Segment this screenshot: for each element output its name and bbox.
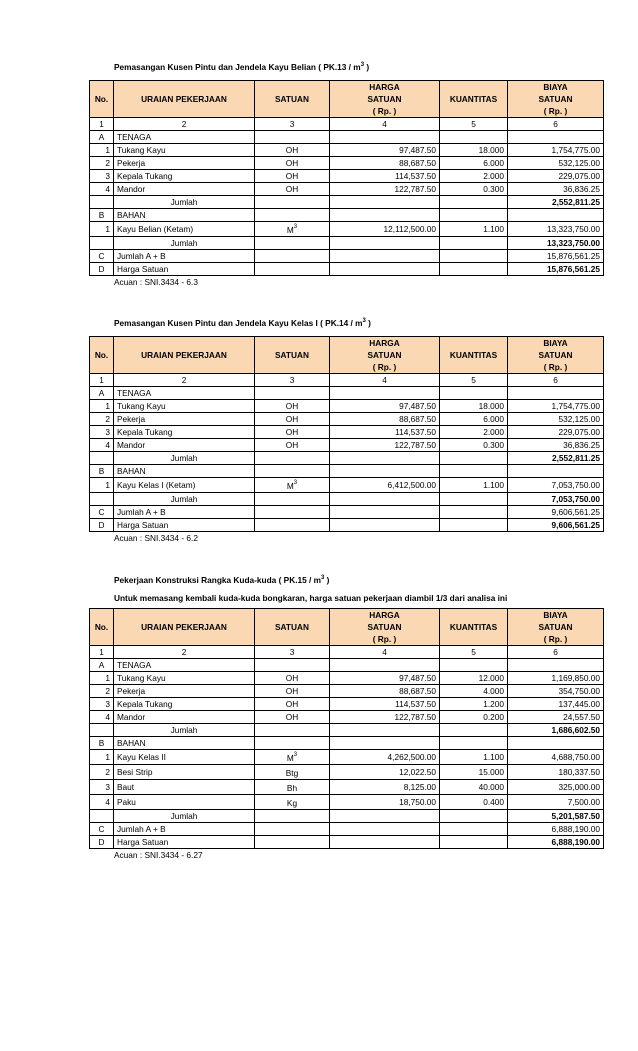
row-unit: OH bbox=[255, 170, 330, 183]
bahan-total: 5,201,587.50 bbox=[508, 810, 604, 823]
row-cost: 325,000.00 bbox=[508, 780, 604, 795]
group-letter: B bbox=[90, 465, 114, 478]
header-biaya-2: SATUAN bbox=[508, 93, 604, 105]
column-number: 1 bbox=[90, 118, 114, 131]
group-letter: C bbox=[90, 506, 114, 519]
header-biaya-2: SATUAN bbox=[508, 349, 604, 361]
column-number: 1 bbox=[90, 374, 114, 387]
column-number: 3 bbox=[255, 374, 330, 387]
column-number: 3 bbox=[255, 118, 330, 131]
row-qty: 1.100 bbox=[440, 222, 508, 237]
header-harga-3: ( Rp. ) bbox=[330, 105, 440, 118]
row-name: Pekerja bbox=[114, 685, 255, 698]
row-qty: 1.100 bbox=[440, 750, 508, 765]
row-cost: 354,750.00 bbox=[508, 685, 604, 698]
group-letter: D bbox=[90, 836, 114, 849]
row-cost: 36,836.25 bbox=[508, 183, 604, 196]
row-unit: $M^3$ bbox=[255, 222, 330, 237]
header-biaya-1: BIAYA bbox=[508, 609, 604, 622]
row-cost: 7,500.00 bbox=[508, 795, 604, 810]
group-label: BAHAN bbox=[114, 465, 255, 478]
header-harga-3: ( Rp. ) bbox=[330, 361, 440, 374]
jumlah-label: Jumlah bbox=[114, 810, 255, 823]
row-no: 3 bbox=[90, 426, 114, 439]
row-cost: 24,557.50 bbox=[508, 711, 604, 724]
row-price: 4,262,500.00 bbox=[330, 750, 440, 765]
row-no: 2 bbox=[90, 413, 114, 426]
header-harga-3: ( Rp. ) bbox=[330, 633, 440, 646]
column-number: 2 bbox=[114, 646, 255, 659]
row-unit: OH bbox=[255, 426, 330, 439]
row-price: 114,537.50 bbox=[330, 426, 440, 439]
row-qty: 6.000 bbox=[440, 157, 508, 170]
header-harga-2: SATUAN bbox=[330, 93, 440, 105]
row-cost: 1,754,775.00 bbox=[508, 144, 604, 157]
row-price: 12,112,500.00 bbox=[330, 222, 440, 237]
unit-price-label: Harga Satuan bbox=[114, 836, 255, 849]
column-number: 3 bbox=[255, 646, 330, 659]
row-cost: 532,125.00 bbox=[508, 157, 604, 170]
tenaga-total: 2,552,811.25 bbox=[508, 196, 604, 209]
column-number: 4 bbox=[330, 646, 440, 659]
table-row bbox=[90, 413, 604, 426]
section-title: Pekerjaan Konstruksi Rangka Kuda-kuda ( $PK.15 / m^3$ ) bbox=[114, 575, 330, 585]
row-qty: 15.000 bbox=[440, 765, 508, 780]
table-row bbox=[90, 685, 604, 698]
row-name: Mandor bbox=[114, 439, 255, 452]
row-no: 4 bbox=[90, 711, 114, 724]
bahan-total: 7,053,750.00 bbox=[508, 493, 604, 506]
table-row bbox=[90, 183, 604, 196]
row-price: 97,487.50 bbox=[330, 144, 440, 157]
row-name: Kayu Kelas I (Ketam) bbox=[114, 478, 255, 493]
table-row bbox=[90, 672, 604, 685]
group-label: TENAGA bbox=[114, 131, 255, 144]
group-letter: B bbox=[90, 737, 114, 750]
header-harga-1: HARGA bbox=[330, 609, 440, 622]
header-kuantitas: KUANTITAS bbox=[440, 337, 508, 374]
row-qty: 0.300 bbox=[440, 439, 508, 452]
table-row bbox=[90, 400, 604, 413]
section-title: Pemasangan Kusen Pintu dan Jendela Kayu Kelas I ( $PK.14 / m^3$ ) bbox=[114, 318, 371, 328]
row-price: 122,787.50 bbox=[330, 711, 440, 724]
group-label: BAHAN bbox=[114, 209, 255, 222]
row-no: 1 bbox=[90, 672, 114, 685]
row-unit: OH bbox=[255, 439, 330, 452]
row-cost: 13,323,750.00 bbox=[508, 222, 604, 237]
header-kuantitas: KUANTITAS bbox=[440, 81, 508, 118]
row-no: 2 bbox=[90, 157, 114, 170]
row-price: 88,687.50 bbox=[330, 413, 440, 426]
row-unit: Bh bbox=[255, 780, 330, 795]
section-subtitle: Untuk memasang kembali kuda-kuda bongkaran, harga satuan pekerjaan diambil 1/3 dari analisa ini bbox=[114, 593, 508, 603]
row-qty: 12.000 bbox=[440, 672, 508, 685]
group-letter: A bbox=[90, 387, 114, 400]
row-name: Tukang Kayu bbox=[114, 400, 255, 413]
header-kuantitas: KUANTITAS bbox=[440, 609, 508, 646]
row-qty: 1.100 bbox=[440, 478, 508, 493]
bahan-total: 13,323,750.00 bbox=[508, 237, 604, 250]
column-number: 5 bbox=[440, 646, 508, 659]
row-no: 1 bbox=[90, 222, 114, 237]
table-row bbox=[90, 170, 604, 183]
header-no: No. bbox=[90, 609, 114, 646]
table-row bbox=[90, 426, 604, 439]
row-qty: 0.300 bbox=[440, 183, 508, 196]
row-cost: 229,075.00 bbox=[508, 426, 604, 439]
header-no: No. bbox=[90, 337, 114, 374]
row-no: 2 bbox=[90, 685, 114, 698]
table-row bbox=[90, 157, 604, 170]
group-letter: D bbox=[90, 263, 114, 276]
row-cost: 1,169,850.00 bbox=[508, 672, 604, 685]
row-unit: OH bbox=[255, 698, 330, 711]
row-unit: Btg bbox=[255, 765, 330, 780]
table-row bbox=[90, 698, 604, 711]
header-harga-1: HARGA bbox=[330, 337, 440, 350]
row-no: 1 bbox=[90, 400, 114, 413]
group-letter: B bbox=[90, 209, 114, 222]
header-no: No. bbox=[90, 81, 114, 118]
header-harga-1: HARGA bbox=[330, 81, 440, 94]
header-harga-2: SATUAN bbox=[330, 349, 440, 361]
row-name: Tukang Kayu bbox=[114, 672, 255, 685]
analysis-table bbox=[89, 336, 604, 532]
header-biaya-1: BIAYA bbox=[508, 337, 604, 350]
unit-price-value: 15,876,561.25 bbox=[508, 263, 604, 276]
row-cost: 180,337.50 bbox=[508, 765, 604, 780]
column-number: 1 bbox=[90, 646, 114, 659]
row-no: 1 bbox=[90, 144, 114, 157]
jumlah-label: Jumlah bbox=[114, 724, 255, 737]
header-biaya-2: SATUAN bbox=[508, 621, 604, 633]
row-no: 3 bbox=[90, 698, 114, 711]
header-uraian: URAIAN PEKERJAAN bbox=[114, 609, 255, 646]
table-row bbox=[90, 765, 604, 780]
row-cost: 137,445.00 bbox=[508, 698, 604, 711]
row-unit: OH bbox=[255, 711, 330, 724]
unit-price-label: Harga Satuan bbox=[114, 519, 255, 532]
reference-note: Acuan : SNI.3434 - 6.3 bbox=[114, 277, 198, 287]
row-price: 8,125.00 bbox=[330, 780, 440, 795]
row-cost: 36,836.25 bbox=[508, 439, 604, 452]
analysis-table bbox=[89, 80, 604, 276]
header-biaya-3: ( Rp. ) bbox=[508, 105, 604, 118]
table-row bbox=[90, 144, 604, 157]
header-satuan: SATUAN bbox=[255, 337, 330, 374]
header-uraian: URAIAN PEKERJAAN bbox=[114, 81, 255, 118]
jumlah-label: Jumlah bbox=[114, 452, 255, 465]
row-name: Pekerja bbox=[114, 413, 255, 426]
row-name: Kepala Tukang bbox=[114, 698, 255, 711]
unit-price-value: 9,606,561.25 bbox=[508, 519, 604, 532]
row-name: Pekerja bbox=[114, 157, 255, 170]
row-unit: OH bbox=[255, 400, 330, 413]
section-title: Pemasangan Kusen Pintu dan Jendela Kayu Belian ( $PK.13 / m^3$ ) bbox=[114, 62, 370, 72]
row-cost: 532,125.00 bbox=[508, 413, 604, 426]
sum-label: Jumlah A + B bbox=[114, 506, 255, 519]
row-price: 18,750.00 bbox=[330, 795, 440, 810]
column-number: 4 bbox=[330, 374, 440, 387]
reference-note: Acuan : SNI.3434 - 6.27 bbox=[114, 850, 203, 860]
row-qty: 2.000 bbox=[440, 170, 508, 183]
row-price: 122,787.50 bbox=[330, 183, 440, 196]
row-unit: OH bbox=[255, 413, 330, 426]
row-no: 1 bbox=[90, 478, 114, 493]
row-unit: OH bbox=[255, 144, 330, 157]
row-price: 6,412,500.00 bbox=[330, 478, 440, 493]
unit-price-value: 6,888,190.00 bbox=[508, 836, 604, 849]
row-price: 12,022.50 bbox=[330, 765, 440, 780]
table-row bbox=[90, 780, 604, 795]
jumlah-label: Jumlah bbox=[114, 237, 255, 250]
column-number: 5 bbox=[440, 118, 508, 131]
row-no: 4 bbox=[90, 183, 114, 196]
row-qty: 0.400 bbox=[440, 795, 508, 810]
row-unit: $M^3$ bbox=[255, 478, 330, 493]
table-row bbox=[90, 750, 604, 765]
row-qty: 18.000 bbox=[440, 400, 508, 413]
row-name: Kepala Tukang bbox=[114, 170, 255, 183]
sum-value: 15,876,561.25 bbox=[508, 250, 604, 263]
row-name: Baut bbox=[114, 780, 255, 795]
reference-note: Acuan : SNI.3434 - 6.2 bbox=[114, 533, 198, 543]
tenaga-total: 1,686,602.50 bbox=[508, 724, 604, 737]
table-row bbox=[90, 439, 604, 452]
group-label: TENAGA bbox=[114, 659, 255, 672]
row-unit: OH bbox=[255, 685, 330, 698]
header-satuan: SATUAN bbox=[255, 81, 330, 118]
table-row bbox=[90, 711, 604, 724]
table-row bbox=[90, 222, 604, 237]
row-name: Kayu Kelas II bbox=[114, 750, 255, 765]
row-price: 122,787.50 bbox=[330, 439, 440, 452]
row-qty: 18.000 bbox=[440, 144, 508, 157]
header-biaya-3: ( Rp. ) bbox=[508, 361, 604, 374]
row-unit: OH bbox=[255, 183, 330, 196]
row-cost: 1,754,775.00 bbox=[508, 400, 604, 413]
row-price: 97,487.50 bbox=[330, 672, 440, 685]
row-qty: 4.000 bbox=[440, 685, 508, 698]
row-qty: 2.000 bbox=[440, 426, 508, 439]
table-row bbox=[90, 795, 604, 810]
group-letter: C bbox=[90, 250, 114, 263]
jumlah-label: Jumlah bbox=[114, 493, 255, 506]
row-no: 3 bbox=[90, 780, 114, 795]
sum-label: Jumlah A + B bbox=[114, 823, 255, 836]
row-name: Mandor bbox=[114, 711, 255, 724]
row-name: Kayu Belian (Ketam) bbox=[114, 222, 255, 237]
row-no: 2 bbox=[90, 765, 114, 780]
row-no: 1 bbox=[90, 750, 114, 765]
group-label: TENAGA bbox=[114, 387, 255, 400]
header-biaya-1: BIAYA bbox=[508, 81, 604, 94]
row-qty: 0.200 bbox=[440, 711, 508, 724]
column-number: 4 bbox=[330, 118, 440, 131]
tenaga-total: 2,552,811.25 bbox=[508, 452, 604, 465]
row-cost: 7,053,750.00 bbox=[508, 478, 604, 493]
row-cost: 4,688,750.00 bbox=[508, 750, 604, 765]
row-no: 3 bbox=[90, 170, 114, 183]
header-uraian: URAIAN PEKERJAAN bbox=[114, 337, 255, 374]
jumlah-label: Jumlah bbox=[114, 196, 255, 209]
row-name: Paku bbox=[114, 795, 255, 810]
header-harga-2: SATUAN bbox=[330, 621, 440, 633]
unit-price-label: Harga Satuan bbox=[114, 263, 255, 276]
row-no: 4 bbox=[90, 439, 114, 452]
sum-label: Jumlah A + B bbox=[114, 250, 255, 263]
row-price: 114,537.50 bbox=[330, 170, 440, 183]
row-price: 114,537.50 bbox=[330, 698, 440, 711]
row-name: Besi Strip bbox=[114, 765, 255, 780]
column-number: 6 bbox=[508, 646, 604, 659]
row-qty: 1.200 bbox=[440, 698, 508, 711]
column-number: 2 bbox=[114, 374, 255, 387]
row-unit: $M^3$ bbox=[255, 750, 330, 765]
row-unit: OH bbox=[255, 672, 330, 685]
row-qty: 40.000 bbox=[440, 780, 508, 795]
group-letter: A bbox=[90, 131, 114, 144]
row-price: 97,487.50 bbox=[330, 400, 440, 413]
group-label: BAHAN bbox=[114, 737, 255, 750]
group-letter: D bbox=[90, 519, 114, 532]
analysis-table bbox=[89, 608, 604, 849]
row-no: 4 bbox=[90, 795, 114, 810]
column-number: 6 bbox=[508, 374, 604, 387]
group-letter: A bbox=[90, 659, 114, 672]
row-name: Mandor bbox=[114, 183, 255, 196]
row-name: Kepala Tukang bbox=[114, 426, 255, 439]
group-letter: C bbox=[90, 823, 114, 836]
row-unit: Kg bbox=[255, 795, 330, 810]
row-price: 88,687.50 bbox=[330, 157, 440, 170]
row-name: Tukang Kayu bbox=[114, 144, 255, 157]
row-unit: OH bbox=[255, 157, 330, 170]
row-qty: 6.000 bbox=[440, 413, 508, 426]
column-number: 2 bbox=[114, 118, 255, 131]
column-number: 6 bbox=[508, 118, 604, 131]
header-satuan: SATUAN bbox=[255, 609, 330, 646]
sum-value: 6,888,190.00 bbox=[508, 823, 604, 836]
header-biaya-3: ( Rp. ) bbox=[508, 633, 604, 646]
row-price: 88,687.50 bbox=[330, 685, 440, 698]
column-number: 5 bbox=[440, 374, 508, 387]
table-row bbox=[90, 478, 604, 493]
row-cost: 229,075.00 bbox=[508, 170, 604, 183]
sum-value: 9,606,561.25 bbox=[508, 506, 604, 519]
